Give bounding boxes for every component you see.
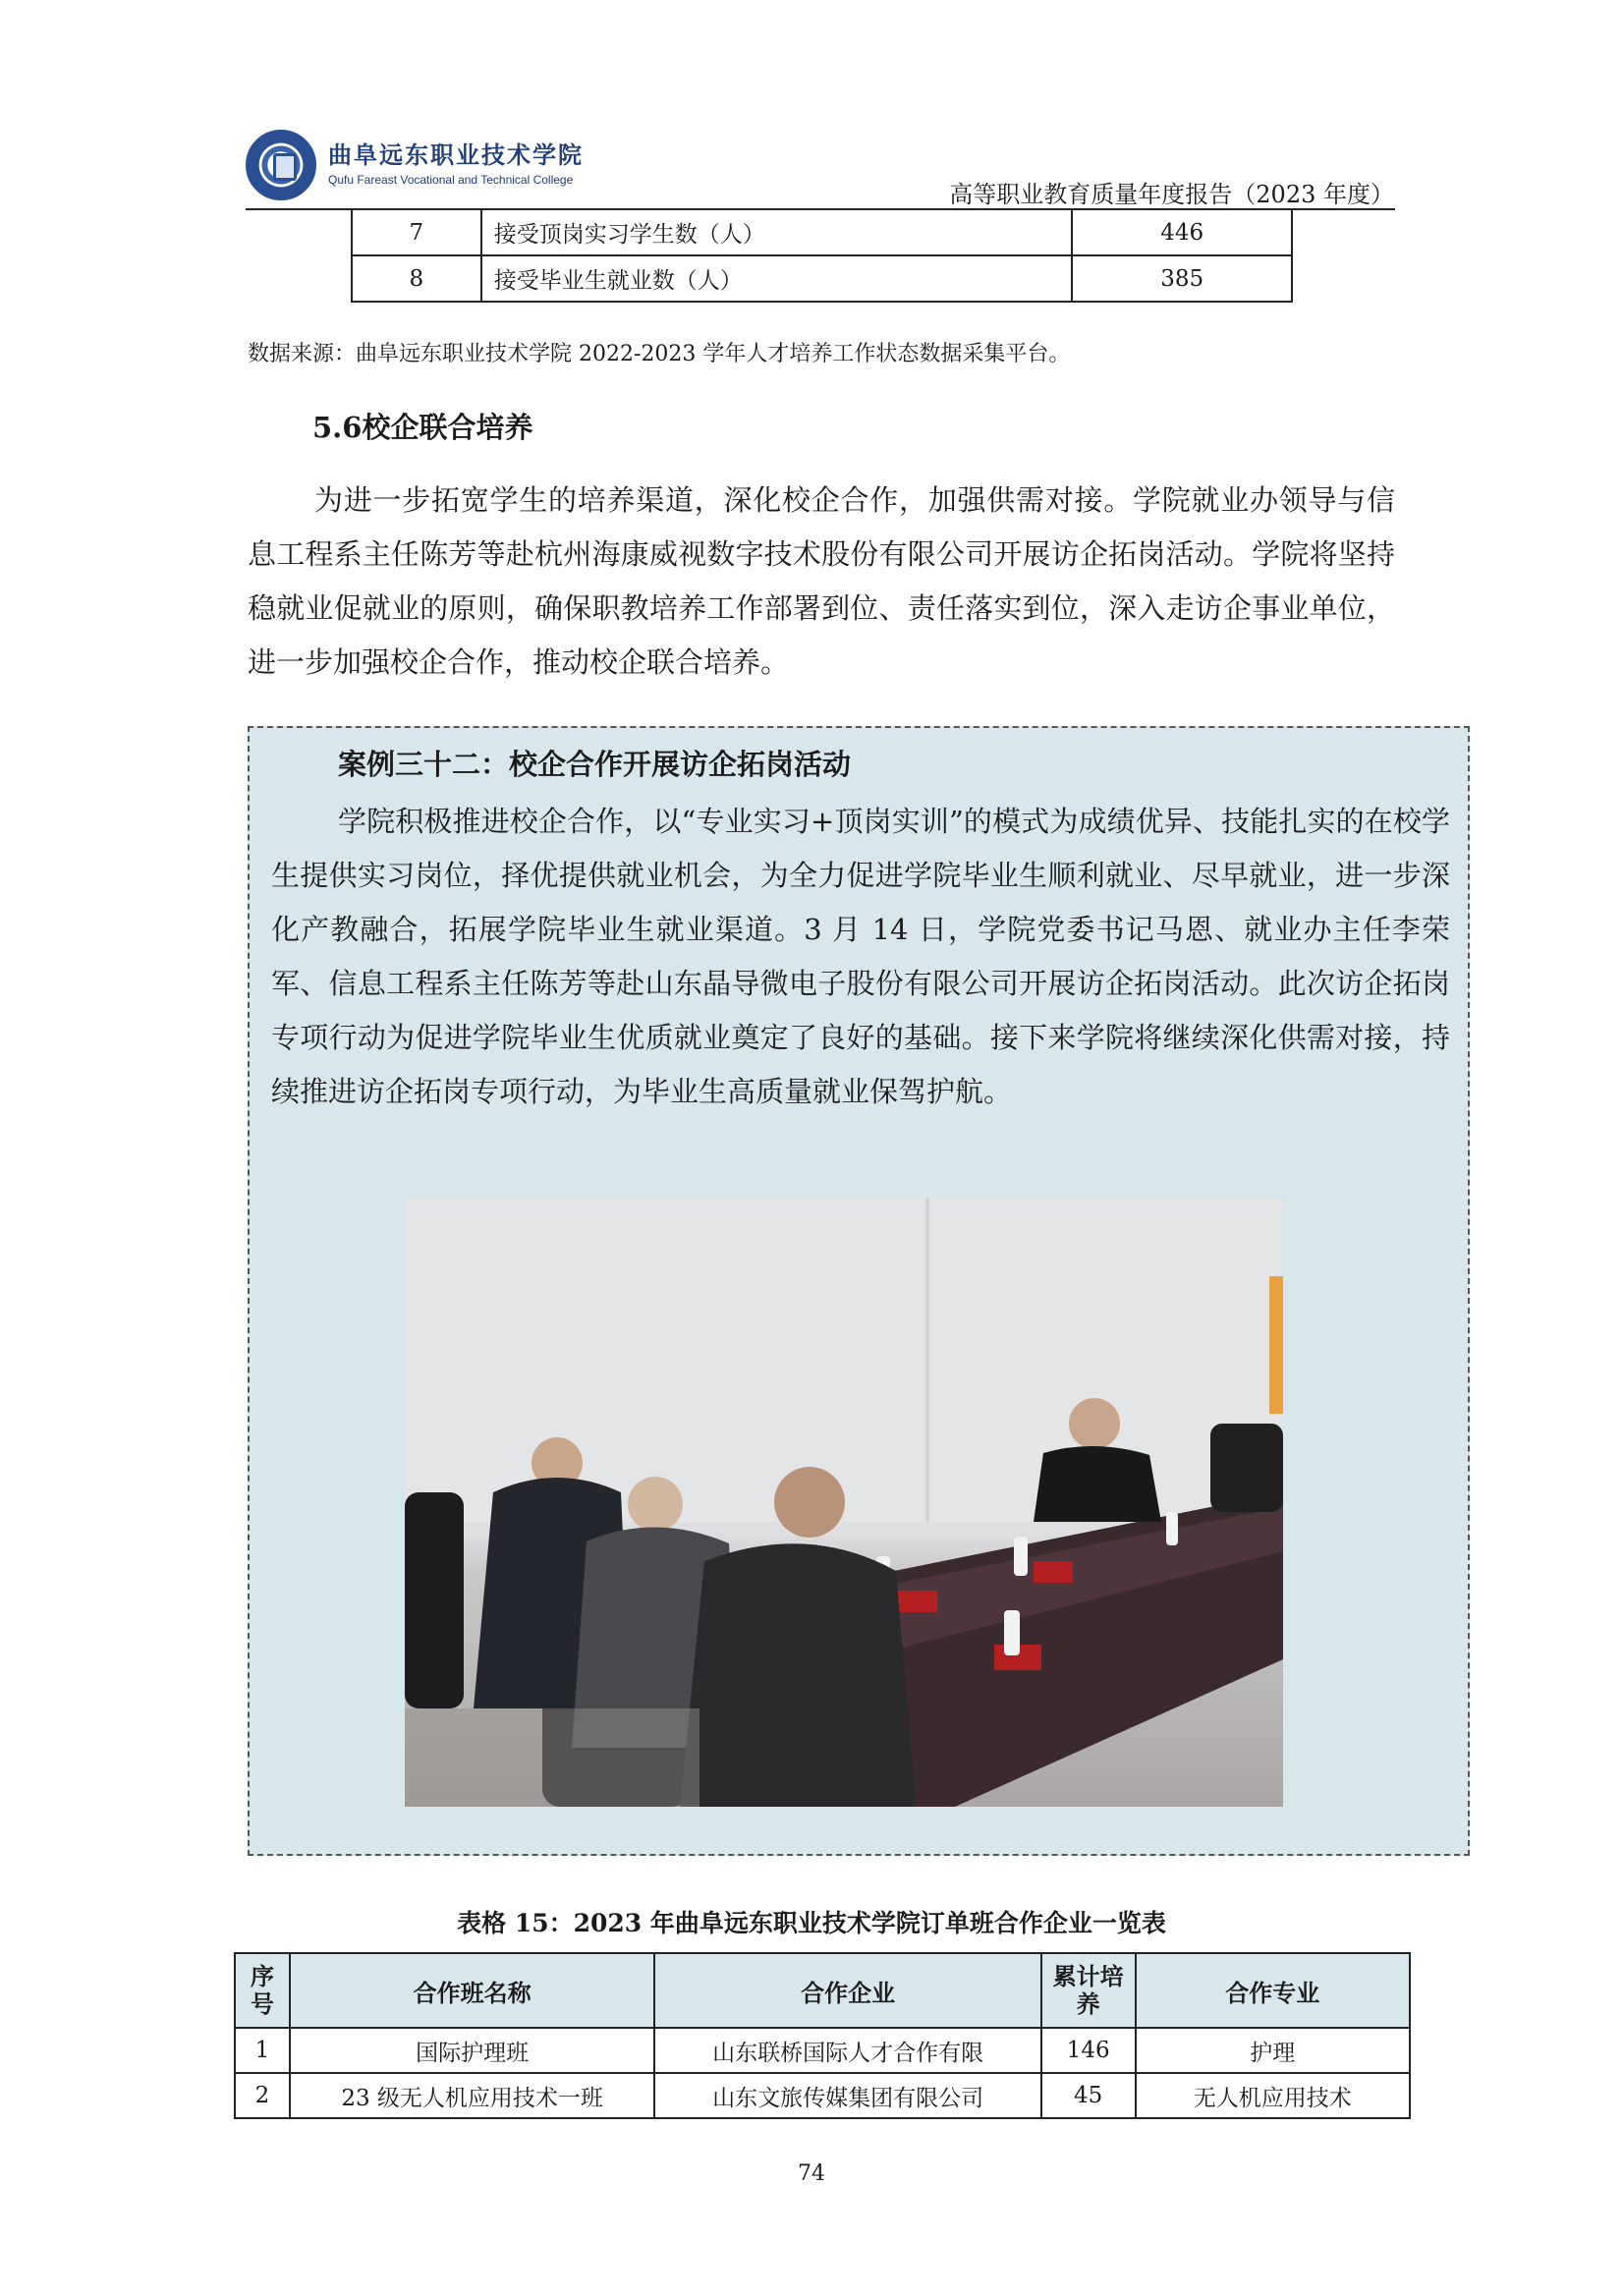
cell-no: 1 <box>235 2028 290 2073</box>
data-source-note: 数据来源：曲阜远东职业技术学院 2022-2023 学年人才培养工作状态数据采集平台。 <box>248 342 1071 366</box>
cell-no: 2 <box>235 2073 290 2118</box>
cell-class-name: 国际护理班 <box>290 2028 654 2073</box>
cell-major: 无人机应用技术 <box>1136 2073 1410 2118</box>
page-number: 74 <box>798 2161 825 2186</box>
meeting-photo <box>405 1198 1283 1807</box>
header-major: 合作专业 <box>1136 1953 1410 2028</box>
section-heading: 5.6校企联合培养 <box>312 411 533 444</box>
college-seal-icon <box>246 130 316 200</box>
header-trained: 累计培养 <box>1041 1953 1136 2028</box>
row-value: 446 <box>1072 209 1292 255</box>
row-number: 8 <box>352 255 481 302</box>
header-no: 序号 <box>235 1953 290 2028</box>
cell-enterprise: 山东联桥国际人才合作有限 <box>654 2028 1040 2073</box>
header-enterprise: 合作企业 <box>654 1953 1040 2028</box>
cell-major: 护理 <box>1136 2028 1410 2073</box>
table-header-row <box>235 1953 1410 2028</box>
section-paragraph: 为进一步拓宽学生的培养渠道，深化校企合作，加强供需对接。学院就业办领导与信息工程系主任陈芳等赴杭州海康威视数字技术股份有限公司开展访企拓岗活动。学院将坚持稳就业促就业的原则，确保职教培养工作部署到位、责任落实到位，深入走访企事业单位，进一步加强校企合作，推动校企联合培养。 <box>248 483 1395 679</box>
table-row <box>235 2028 1410 2073</box>
table-row <box>352 209 1292 255</box>
row-item: 接受毕业生就业数（人） <box>481 255 1073 302</box>
college-logo <box>246 130 599 202</box>
table-row <box>235 2073 1410 2118</box>
header-class-name: 合作班名称 <box>290 1953 654 2028</box>
case-study-title: 案例三十二：校企合作开展访企拓岗活动 <box>338 748 852 781</box>
case-study-text: 学院积极推进校企合作，以“专业实习+顶岗实训”的模式为成绩优异、技能扎实的在校学生提供实习岗位，择优提供就业机会，为全力促进学院毕业生顺利就业、尽早就业，进一步深化产教融合，拓展学院毕业生就业渠道。3 月 14 日，学院党委书记马恩、就业办主任李荣军、信息工程系主任陈芳等赴山东晶导微电子股份有限公司开展访企拓岗活动。此次访企拓岗专项行动为促进学院毕业生优质就业奠定了良好的基础。接下来学院将继续深化供需对接，持续推进访企拓岗专项行动，为毕业生高质量就业保驾护航。 <box>271 805 1450 1108</box>
top-table <box>351 208 1293 303</box>
college-name-cn: 曲阜远东职业技术学院 <box>328 140 584 169</box>
table-row <box>352 255 1292 302</box>
row-item: 接受顶岗实习学生数（人） <box>481 209 1073 255</box>
order-class-table <box>234 1952 1411 2119</box>
row-number: 7 <box>352 209 481 255</box>
table-caption: 表格 15：2023 年曲阜远东职业技术学院订单班合作企业一览表 <box>457 1909 1166 1937</box>
row-value: 385 <box>1072 255 1292 302</box>
cell-trained: 146 <box>1041 2028 1136 2073</box>
report-title: 高等职业教育质量年度报告（2023 年度） <box>949 181 1394 208</box>
college-name-en: Qufu Fareast Vocational and Technical College <box>328 173 574 187</box>
cell-class-name: 23 级无人机应用技术一班 <box>290 2073 654 2118</box>
cell-enterprise: 山东文旅传媒集团有限公司 <box>654 2073 1040 2118</box>
case-study-box <box>248 726 1470 1856</box>
cell-trained: 45 <box>1041 2073 1136 2118</box>
